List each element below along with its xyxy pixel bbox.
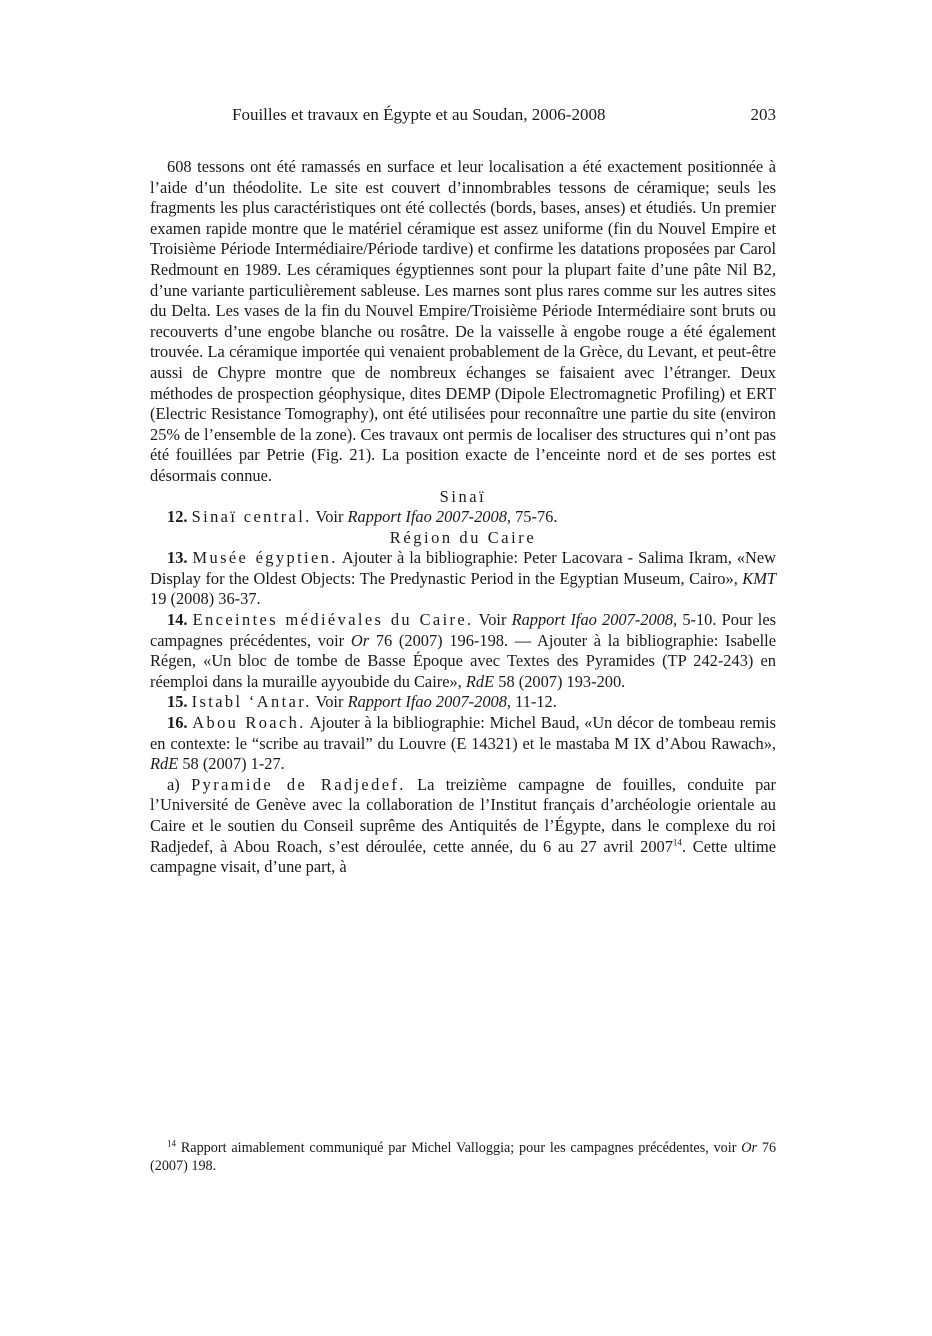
subsection-label: a) xyxy=(167,774,180,794)
page-number: 203 xyxy=(750,105,776,124)
entry-pages: 11-12. xyxy=(515,692,557,712)
footnote-journal: Or xyxy=(741,1140,758,1156)
footnote-reference: 14 xyxy=(672,837,682,848)
entry-journal: Or xyxy=(350,630,370,650)
section-heading-sinai: Sinaï xyxy=(439,486,487,506)
entry-number: 12. xyxy=(167,507,188,527)
entry-pages: 75-76. xyxy=(515,507,558,527)
entry-text: 76 (2007) 196-198. — Ajouter à la bibliographie: Isabelle Régen, «Un bloc de tombe de Basse Époque avec Textes des Pyramides (TP 242-243) en réemploi dans la muraille ayyoubide du Caire», xyxy=(150,630,776,691)
entry-site-name: Musée égyptien. xyxy=(192,548,338,568)
section-heading-caire: Région du Caire xyxy=(389,527,537,547)
entry-voir: Voir xyxy=(315,507,344,527)
entry-journal: KMT xyxy=(742,568,776,588)
subsection-text: . Cette ultime campagne visait, d’une part, à xyxy=(150,836,777,877)
entry-site-name: Sinaï central. xyxy=(191,507,312,527)
entry-16-subsection-a xyxy=(150,775,776,878)
subsection-text: La treizième campagne de fouilles, conduite par l’Université de Genève avec la collaboration de l’Institut français d’archéologie orientale au Caire et le soutien du Conseil suprême des Antiquités de l’Égypte, dans le complexe du roi Radjedef, à Abou Roach, s’est déroulée, cette année, du 6 au 27 avril 2007 xyxy=(150,774,776,856)
entry-number: 16. xyxy=(167,713,188,733)
entry-reference: Rapport Ifao 2007-2008, xyxy=(347,692,512,712)
entry-text: Ajouter à la bibliographie: Michel Baud, «Un décor de tombeau remis en contexte: le “scribe au travail” du Louvre (E 14321) et le mastaba M IX d’Abou Rawach», xyxy=(150,713,776,753)
entry-15 xyxy=(150,692,776,713)
entry-text: 19 (2008) 36-37. xyxy=(150,589,261,609)
entry-voir: Voir xyxy=(315,692,344,712)
footnote-mark: 14 xyxy=(167,1138,176,1149)
entry-voir: Voir xyxy=(478,610,507,630)
entry-14 xyxy=(150,610,776,692)
entry-number: 13. xyxy=(167,548,188,568)
entry-text: 58 (2007) 193-200. xyxy=(498,671,626,691)
entry-text: 5-10. Pour les campagnes précédentes, voir xyxy=(150,610,776,650)
entry-text: 58 (2007) 1-27. xyxy=(182,754,285,774)
entry-reference: Rapport Ifao 2007-2008, xyxy=(347,507,511,527)
entry-reference: Rapport Ifao 2007-2008, xyxy=(511,610,678,630)
entry-number: 15. xyxy=(167,692,188,712)
entry-journal: RdE xyxy=(150,754,179,774)
intro-paragraph: 608 tessons ont été ramassés en surface et leur localisation a été exactement positionnée à l’aide d’un théodolite. Le site est couvert d’innombrables tessons de céramique; seuls les fragments les plus caractéristiques ont été collectés (bords, bases, anses) et étudiés. Un premier examen rapide montre que le matériel céramique est assez uniforme (fin du Nouvel Empire et Troisième Période Intermédiaire/Période tardive) et confirme les datations proposées par Carol Redmount en 1989. Les céramiques égyptiennes sont pour la plupart faite d’une pâte Nil B2, d’une variante particulièrement sableuse. Les marnes sont plus rares comme sur les autres sites du Delta. Les vases de la fin du Nouvel Empire/Troisième Période Intermédiaire sont bruts ou recouverts d’une engobe blanche ou rosâtre. De la vaisselle à engobe rouge a été également trouvée. La céramique importée qui venaient probablement de la Grèce, du Levant, et peut-être aussi de Chypre montre que de nombreux échanges se faisaient avec l’étranger. Deux méthodes de prospection géophysique, dites DEMP (Dipole Electromagnetic Profiling) et ERT (Electric Resistance Tomography), ont été utilisées pour reconnaître une partie du site (environ 25% de l’ensemble de la zone). Ces travaux ont permis de localiser des structures qui n’ont pas été fouillées par Petrie (Fig. 21). La position exacte de l’enceinte nord et de ses portes est désormais connue. xyxy=(150,157,776,485)
running-head-title: Fouilles et travaux en Égypte et au Soudan, 2006-2008 xyxy=(232,105,606,124)
entry-journal: RdE xyxy=(465,671,495,691)
entry-site-name: Enceintes médiévales du Caire. xyxy=(192,610,474,630)
main-text xyxy=(150,157,776,878)
entry-13 xyxy=(150,548,776,610)
footnote-text: Rapport aimablement communiqué par Michel Valloggia; pour les campagnes précédentes, voir xyxy=(180,1140,737,1156)
entry-12 xyxy=(150,507,776,528)
entry-site-name: Istabl ‘Antar. xyxy=(191,692,312,712)
entry-number: 14. xyxy=(167,610,188,630)
footnote xyxy=(150,1140,776,1175)
entry-site-name: Abou Roach. xyxy=(192,713,306,733)
footnote-text: 76 (2007) 198. xyxy=(150,1140,777,1174)
entry-16 xyxy=(150,713,776,775)
entry-text: Ajouter à la bibliographie: Peter Lacovara - Salima Ikram, «New Display for the Oldest Objects: The Predynastic Period in the Egyptian Museum, Cairo», xyxy=(150,548,777,588)
subsection-site-name: Pyramide de Radjedef. xyxy=(191,774,406,794)
